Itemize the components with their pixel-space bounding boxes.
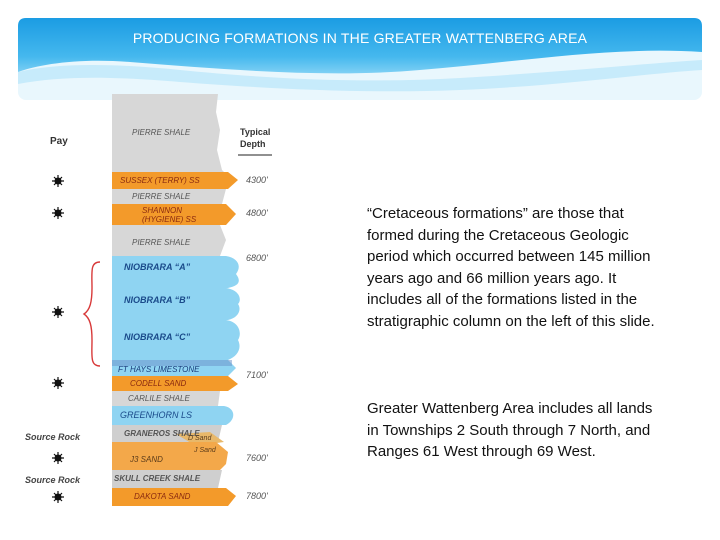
layer-label-j-sand-small: J Sand	[194, 447, 216, 454]
layer-label-j3-sand: J3 SAND	[130, 455, 163, 464]
depth-header	[240, 126, 270, 150]
layer-label-niobrara-a: NIOBRARA “A”	[124, 262, 191, 272]
depth-4800: 4800'	[246, 208, 268, 218]
depth-label-line1: Typical	[240, 127, 271, 137]
niobrara-brace	[84, 262, 100, 366]
paragraph-wattenberg: Greater Wattenberg Area includes all lands in Townships 2 South through 7 North, and Ranges 61 West through 69 West.	[367, 400, 653, 460]
layer-label-graneros: GRANEROS SHALE	[124, 429, 200, 438]
depth-7100: 7100'	[246, 370, 268, 380]
depth-7600: 7600'	[246, 453, 268, 463]
layer-label-dakota: DAKOTA SAND	[134, 492, 191, 501]
depth-label-line2: Depth	[240, 139, 266, 149]
layer-label-codell: CODELL SAND	[130, 379, 187, 388]
layer-label-pierre-shale-top: PIERRE SHALE	[132, 128, 191, 137]
paragraph-cretaceous: “Cretaceous formations” are those that formed during the Cretaceous Geologic period which occurred between 145 million years ago and 66 million years ago. It includes all of the formations listed in the stratigraphic column on the left of this slide.	[367, 205, 655, 330]
depth-7800: 7800'	[246, 491, 268, 501]
layer-label-pierre-shale-3: PIERRE SHALE	[132, 238, 191, 247]
pay-star-icon	[52, 452, 64, 464]
source-rock-label-2: Source Rock	[25, 475, 81, 485]
layer-label-pierre-shale-2: PIERRE SHALE	[132, 192, 191, 201]
pay-star-icon	[52, 207, 64, 219]
depth-6800: 6800'	[246, 253, 268, 263]
layer-label-niobrara-b: NIOBRARA “B”	[124, 295, 191, 305]
layer-label-carlile: CARLILE SHALE	[128, 394, 190, 403]
pay-star-icon	[52, 306, 64, 318]
layer-label-shannon-2: (HYGIENE) SS	[142, 215, 197, 224]
layer-label-greenhorn: GREENHORN LS	[120, 410, 193, 420]
pay-star-icon	[52, 175, 64, 187]
page-title: PRODUCING FORMATIONS IN THE GREATER WATTENBERG AREA	[132, 30, 588, 46]
source-rock-label-1: Source Rock	[25, 432, 81, 442]
layer-label-niobrara-c: NIOBRARA “C”	[124, 332, 191, 342]
depth-4300: 4300'	[246, 175, 268, 185]
layer-niobrara-a	[112, 256, 239, 288]
layer-label-skull-creek: SKULL CREEK SHALE	[114, 474, 201, 483]
layer-label-shannon-1: SHANNON	[142, 206, 183, 215]
layer-label-sussex: SUSSEX (TERRY) SS	[120, 176, 200, 185]
pay-label: Pay	[50, 136, 68, 147]
layer-label-ft-hays: FT HAYS LIMESTONE	[118, 365, 200, 374]
pay-star-icon	[52, 491, 64, 503]
pay-star-icon	[52, 377, 64, 389]
layer-label-d-sand: D Sand	[188, 435, 212, 442]
